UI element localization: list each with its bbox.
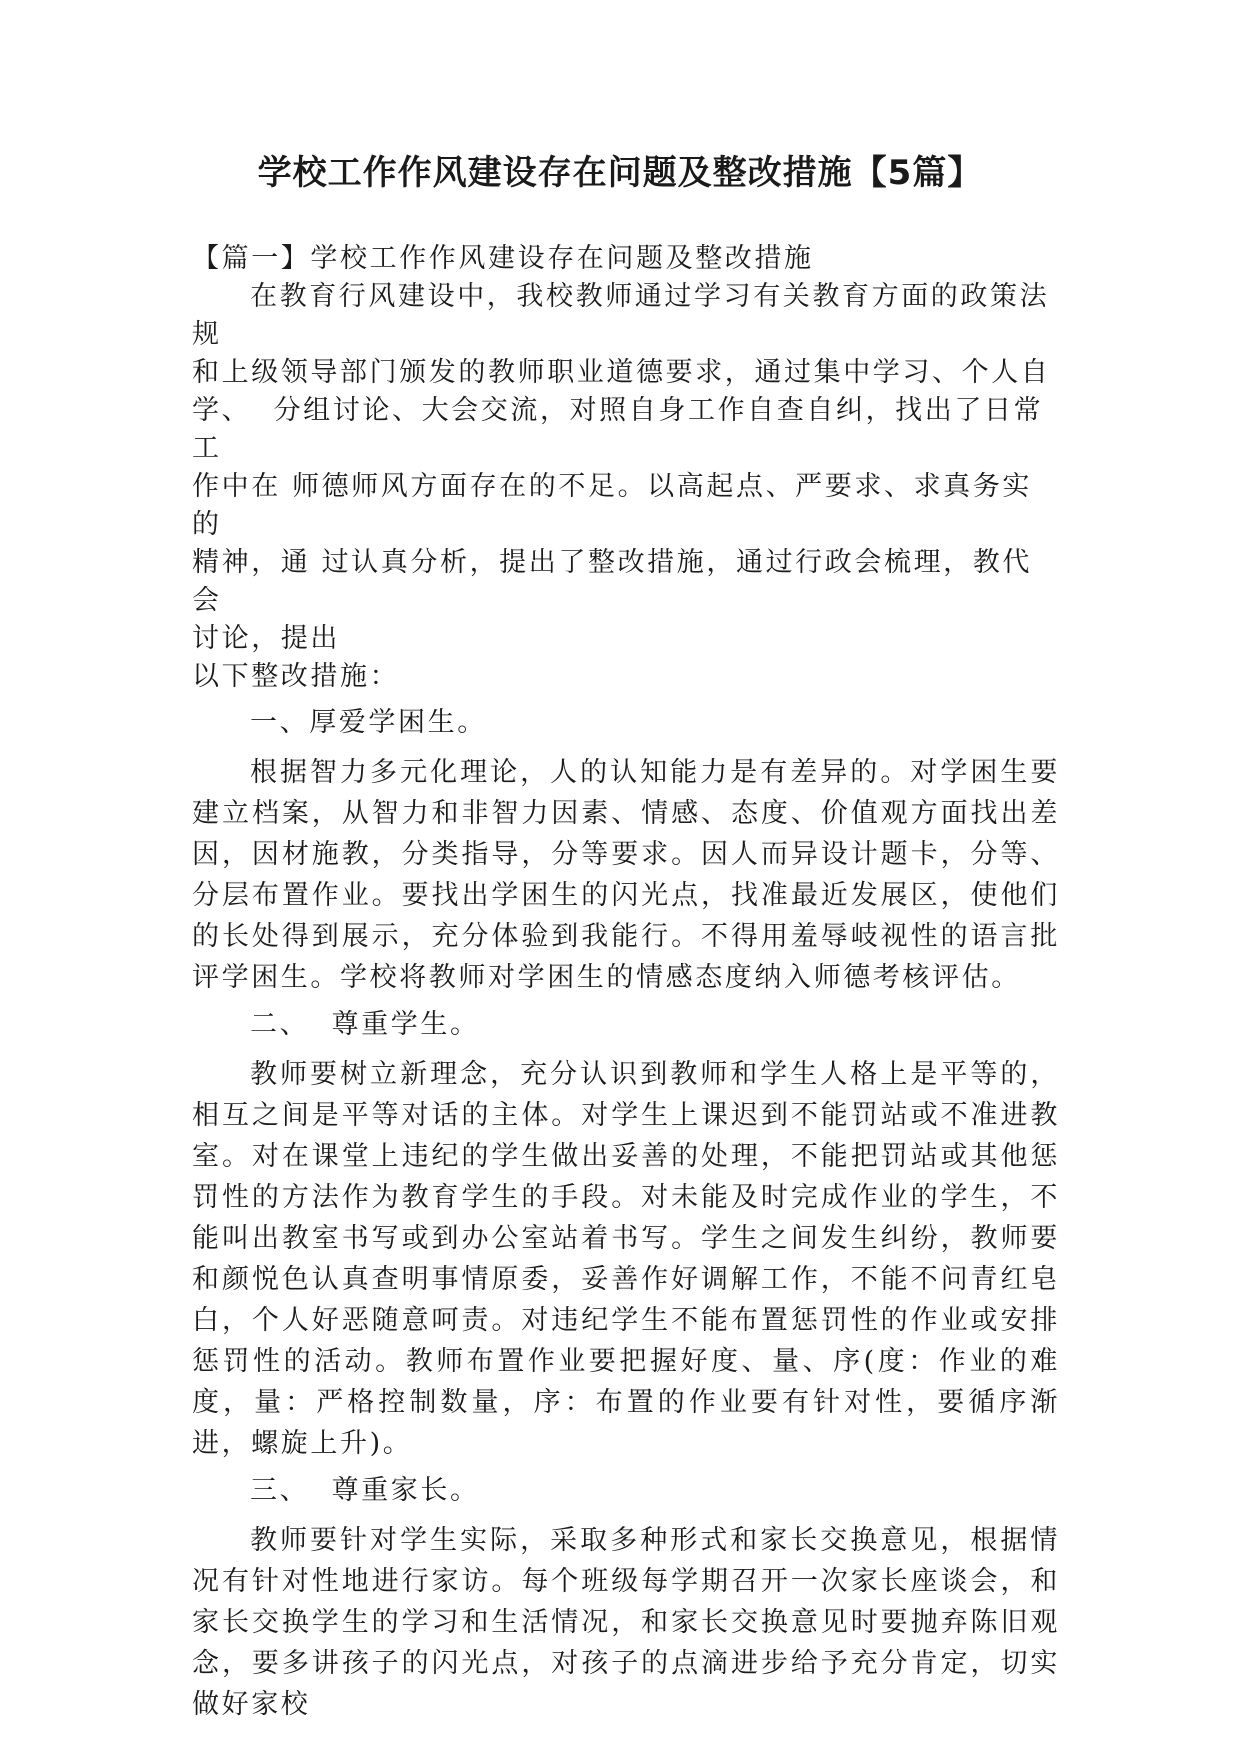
intro-line: 作中在 师德师风方面存在的不足。以高起点、严要求、求真务实的 xyxy=(192,471,1032,540)
section-paragraph: 教师要针对学生实际，采取多种形式和家长交换意见，根据情况有针对性地进行家访。每个班级每学期召开一次家长座谈会，和家长交换学生的学习和生活情况，和家长交换意见时要抛弃陈旧观念，要多讲孩子的闪光点，对孩子的点滴进步给予充分肯定，切实做好家校 xyxy=(192,1525,1060,1720)
intro-line: 讨论，提出 xyxy=(192,623,340,654)
section-heading: 一、厚爱学困生。 xyxy=(250,707,487,738)
intro-line: 以下整改措施： xyxy=(192,661,400,692)
section-heading: 二、 尊重学生。 xyxy=(250,1009,480,1040)
section-paragraph: 教师要树立新理念，充分认识到教师和学生人格上是平等的，相互之间是平等对话的主体。对学生上课迟到不能罚站或不准进教室。对在课堂上违纪的学生做出妥善的处理，不能把罚站或其他惩罚性的方法作为教育学生的手段。对未能及时完成作业的学生，不能叫出教室书写或到办公室站着书写。学生之间发生纠纷，教师要和颜悦色认真查明事情原委，妥善作好调解工作，不能不问青红皂白，个人好恶随意呵责。对违纪学生不能布置惩罚性的作业或安排惩罚性的活动。教师布置作业要把握好度、量、序(度：作业的难度，量：严格控制数量，序：布置的作业要有针对性，要循序渐进，螺旋上升)。 xyxy=(192,1059,1060,1459)
intro-line: 学、 分组讨论、大会交流，对照自身工作自查自纠，找出了日常工 xyxy=(192,395,1044,464)
intro-line: 精神，通 过认真分析，提出了整改措施，通过行政会梳理，教代会 xyxy=(192,547,1032,616)
chapter-heading: 【篇一】学校工作作风建设存在问题及整改措施 xyxy=(192,243,814,274)
intro-line: 在教育行风建设中，我校教师通过学习有关教育方面的政策法规 xyxy=(192,281,1050,350)
intro-line: 和上级领导部门颁发的教师职业道德要求，通过集中学习、个人自 xyxy=(192,357,1051,388)
section-paragraph: 根据智力多元化理论，人的认知能力是有差异的。对学困生要建立档案，从智力和非智力因素、情感、态度、价值观方面找出差因，因材施教，分类指导，分等要求。因人而异设计题卡，分等、分层布置作业。要找出学困生的闪光点，找准最近发展区，使他们的长处得到展示，充分体验到我能行。不得用羞辱岐视性的语言批评学困生。学校将教师对学困生的情感态度纳入师德考核评估。 xyxy=(192,757,1060,993)
section-heading: 三、 尊重家长。 xyxy=(250,1475,480,1506)
document-title: 学校工作作风建设存在问题及整改措施【5篇】 xyxy=(257,153,983,193)
document-body xyxy=(192,240,1060,1725)
